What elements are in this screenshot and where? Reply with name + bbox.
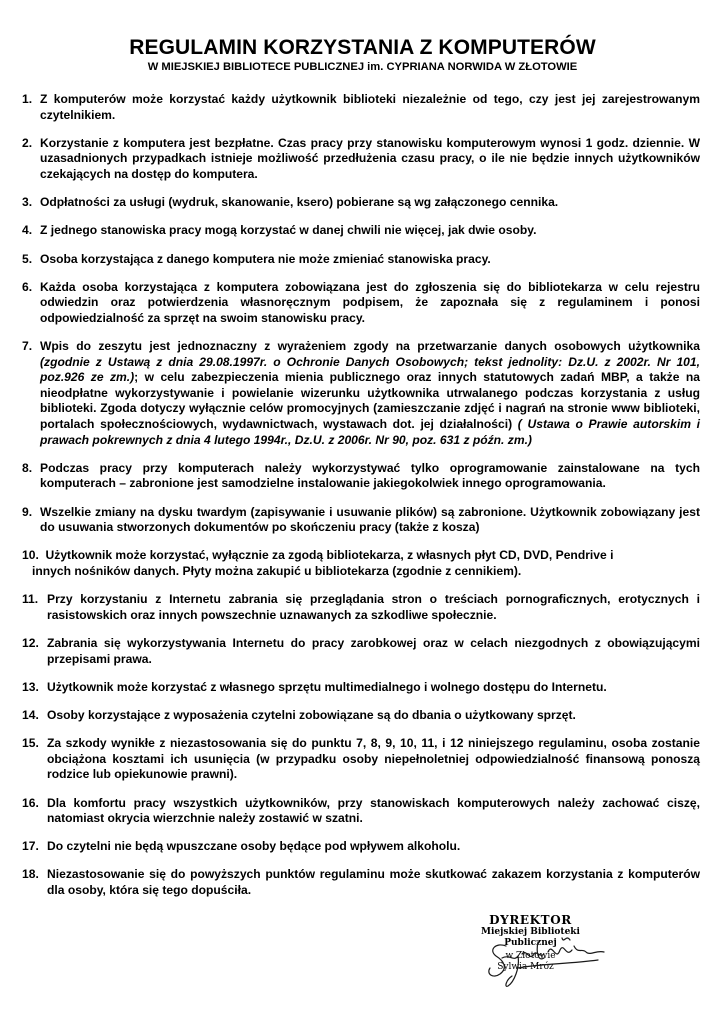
rule-text: Podczas pracy przy komputerach należy wykorzystywać tylko oprogramowanie zainstalowane na tych komputerach – zabronione jest samodzielne instalowanie jakiegokolwiek innego oprogramowania. [40,460,700,491]
rule-law-reference: (zgodnie z Ustawą z dnia 29.08.1997r. o Ochronie Danych Osobowych; tekst jednolity: Dz.U. z 2002r. Nr 101, poz.926 ze zm.) [40,354,700,385]
rule-text: Z jednego stanowiska pracy mogą korzystać w danej chwili nie więcej, jak dwie osoby. [40,223,537,238]
rule-text: Korzystanie z komputera jest bezpłatne. Czas pracy przy stanowisku komputerowym wynosi 1 godz. dziennie. W uzasadnionych przypadkach istnieje możliwość przedłużenia czasu pracy, o ile nie będzie innych użytkowników czekających na dostęp do komputera. [40,135,700,181]
rule-number: 5. [22,251,33,266]
rules-list [22,92,700,911]
rule-2 [22,136,700,183]
rule-text: Osoba korzystająca z danego komputera nie może zmieniać stanowiska pracy. [40,251,491,266]
rule-number: 15. [22,736,39,751]
rule-6 [22,280,700,327]
rule-14 [22,708,700,724]
rule-7 [22,339,700,448]
rule-text: Niezastosowanie się do powyższych punktów regulaminu może skutkować zakazem korzystania z komputerów dla osoby, która się tego dopuściła. [47,867,700,898]
rule-8 [22,461,700,492]
document-title: REGULAMIN KORZYSTANIA Z KOMPUTERÓW [129,36,596,59]
rule-4 [22,223,700,239]
rule-text-line: innych nośników danych. Płyty można zakupić u bibliotekarza (zgodnie z cennikiem). [32,564,522,578]
rule-text: Dla komfortu pracy wszystkich użytkowników, przy stanowiskach komputerowych należy zachować ciszę, natomiast okrycia wierzchnie należy zostawić w szatni. [47,795,700,826]
rule-18 [22,867,700,898]
rule-number: 18. [22,867,39,882]
stamp-title: DYREKTOR [489,913,572,927]
rule-text: Do czytelni nie będą wpuszczane osoby będące pod wpływem alkoholu. [47,839,461,854]
stamp-town: w Złotowie [505,951,556,961]
rule-text: Zabrania się wykorzystywania Internetu do pracy zarobkowej oraz w celach niezgodnych z obowiązującymi przepisami prawa. [47,635,700,666]
rule-number: 2. [22,135,33,150]
rule-text: Z komputerów może korzystać każdy użytkownik biblioteki niezależnie od tego, czy jest jej zarejestrowanym czytelnikiem. [40,92,700,122]
rule-text-line: Użytkownik może korzystać, wyłącznie za zgodą bibliotekarza, z własnych płyt CD, DVD, Pendrive i [45,548,614,563]
rule-number: 12. [22,635,39,650]
rule-law-reference: ( Ustawa o Prawie autorskim i prawach pokrewnych z dnia 4 lutego 1994r., Dz.U. z 2006r. Nr 90, poz. 631 z późn. zm.) [40,417,700,447]
rule-10 [22,548,700,579]
rule-number: 17. [22,839,39,854]
rule-number: 11. [22,592,39,607]
rule-number: 9. [22,504,33,519]
rule-text-part: Wpis do zeszytu jest jednoznaczny z wyrażeniem zgody na przetwarzanie danych osobowych użytkownika [40,339,700,354]
document-subtitle: W MIEJSKIEJ BIBLIOTECE PUBLICZNEJ im. CYPRIANA NORWIDA W ZŁOTOWIE [147,61,578,73]
rule-text: Za szkody wynikłe z niezastosowania się do punktu 7, 8, 9, 10, 11, i 12 niniejszego regulaminu, osoba zostanie obciążona kosztami ich usunięcia (w przypadku osoby niepełnoletniej odpowiedzialność finansową ponoszą rodzice lub opiekunowie prawni). [47,736,700,782]
rule-number: 3. [22,195,33,210]
rule-text: Osoby korzystające z wyposażenia czytelni zobowiązane są do dbania o użytkowany sprzęt. [47,707,576,722]
rule-11 [22,592,700,623]
rule-number: 8. [22,460,33,475]
rule-3 [22,195,700,211]
rule-number: 4. [22,223,33,238]
rule-9 [22,505,700,536]
rule-number: 6. [22,279,33,294]
rule-number: 14. [22,707,39,722]
rule-number: 10. [22,548,39,563]
rule-16 [22,796,700,827]
rule-text: Wszelkie zmiany na dysku twardym (zapisywanie i usuwanie plików) są zabronione. Użytkownik zobowiązany jest do usuwania stworzonych dokumentów po skończeniu pracy (także z kosza) [40,504,700,535]
stamp-director-name: Sylwia Mróz [497,962,554,972]
rule-text: Użytkownik może korzystać z własnego sprzętu multimedialnego i wolnego dostępu do Internetu. [47,679,607,694]
stamp-institution: Miejskiej Biblioteki Publicznej [481,927,580,948]
rule-17 [22,839,700,855]
rule-5 [22,252,700,268]
rule-text: Każda osoba korzystająca z komputera zobowiązana jest do zgłoszenia się do bibliotekarza w celu rejestru odwiedzin oraz potwierdzenia własnoręcznym podpisem, że zapoznała się z regulaminem i ponosi odpowiedzialność za sprzęt na swoim stanowisku pracy. [40,279,700,325]
rule-text: Przy korzystaniu z Internetu zabrania się przeglądania stron o treściach pornograficznych, erotycznych i rasistowskich oraz innych powszechnie uznawanych za szkodliwe społecznie. [47,592,700,622]
handwritten-signature [478,928,618,990]
rule-number: 16. [22,795,39,810]
rule-1 [22,92,700,123]
rule-15 [22,736,700,783]
rule-12 [22,636,700,667]
rule-number: 13. [22,679,39,694]
rule-13 [22,680,700,696]
rule-number: 7. [22,339,33,354]
rule-text: Odpłatności za usługi (wydruk, skanowanie, ksero) pobierane są wg załączonego cennika. [40,195,559,210]
rule-text-part: ; w celu zabezpieczenia mienia publicznego oraz innych statutowych zadań MBP, a także na nieodpłatne wykorzystywanie i powielanie wizerunku użytkownika utrwalanego podczas korzystania z usług biblioteki. Zgoda dotyczy wyłącznie celów promocyjnych (zamieszczanie zdjęć i nagrań na stronie www biblioteki, portalach społecznościowych, wydawnictwach, wystawach dot. jej działalności) [40,370,700,432]
rule-number: 1. [22,92,33,106]
